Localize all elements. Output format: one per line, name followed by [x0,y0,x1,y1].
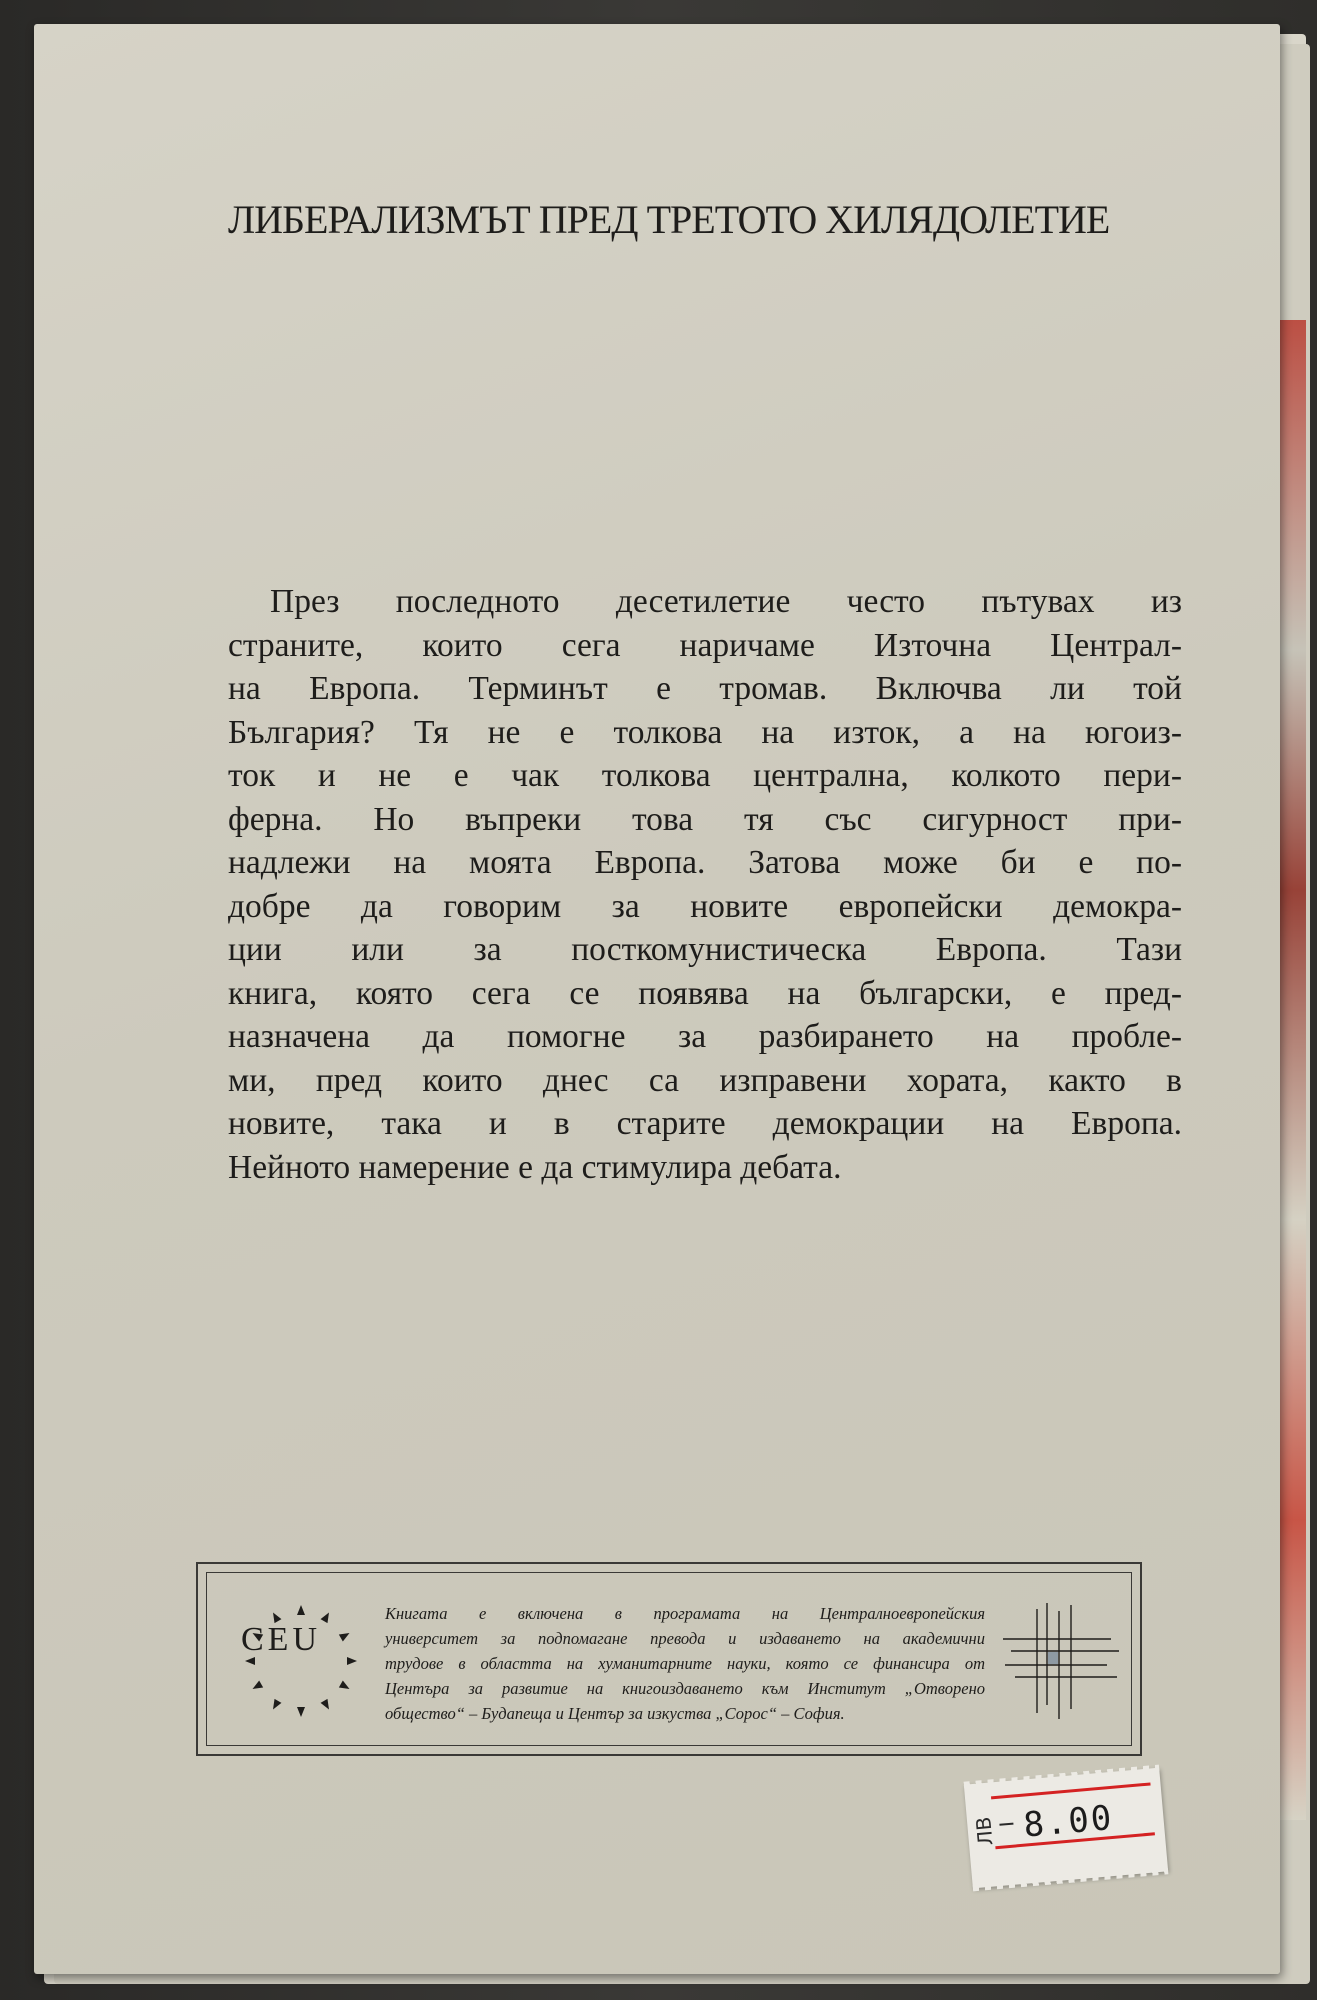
blurb-line: България? Тя не е толкова на изток, а на югоиз- [228,713,1182,751]
blurb-line: страните, които сега наричаме Източна Централ- [228,626,1182,664]
price-sticker-red-line [991,1782,1151,1799]
price-dash [999,1823,1013,1826]
price-sticker [964,1768,1168,1889]
blurb-line: надлежи на моята Европа. Затова може би е по- [228,844,1182,881]
ceu-description-line: университет за подпомагане превода и издаването на академични [385,1629,985,1648]
book-title: ЛИБЕРАЛИЗМЪТ ПРЕД ТРЕТОТО ХИЛЯДОЛЕТИЕ [228,197,1110,242]
blurb-line: ми, пред които днес са изправени хората, както в [228,1061,1182,1099]
ceu-description-line: трудове в областта на хуманитарните науки, която се финансира от [385,1654,985,1673]
blurb-line: книга, която сега се появява на български, е пред- [228,974,1182,1012]
blurb-line: назначена да помогне за разбирането на пробле- [228,1018,1182,1055]
blurb-line: ферна. Но въпреки това тя със сигурност при- [228,800,1182,838]
blurb-text [228,580,1182,1189]
ceu-description-line: Книгата е включена в програмата на Централноевропейския [385,1604,985,1623]
ceu-description-line: общество“ – Будапеща и Център за изкуства „Сорос“ – София. [385,1704,845,1723]
blurb-line: През последното десетилетие често пътувах из [270,583,1182,620]
blurb-line: Нейното намерение е да стимулира дебата. [228,1148,842,1186]
ceu-info-box-inner-border [206,1572,1132,1746]
price-value: 8.00 [1021,1797,1115,1846]
blurb-line: ции или за посткомунистическа Европа. Тази [228,931,1182,968]
blurb-line: новите, така и в старите демокрации на Европа. [228,1105,1182,1142]
ceu-star-ring-icon [233,1593,369,1729]
book-spine-strip [1276,320,1306,1820]
blurb-line: на Европа. Терминът е тромав. Включва ли той [228,670,1182,707]
ceu-info-box [196,1562,1142,1756]
blurb-line: добре да говорим за новите европейски демокра- [228,887,1182,925]
publisher-grid-icon [1001,1601,1121,1721]
price-currency: ЛВ [971,1815,998,1847]
ceu-description [385,1601,985,1726]
ceu-logo-text: CEU [241,1621,321,1658]
ceu-description-line: Центъра за развитие на книгоиздаването към Институт „Отворено [385,1679,985,1698]
blurb-line: ток и не е чак толкова централна, колкото пери- [228,757,1182,794]
